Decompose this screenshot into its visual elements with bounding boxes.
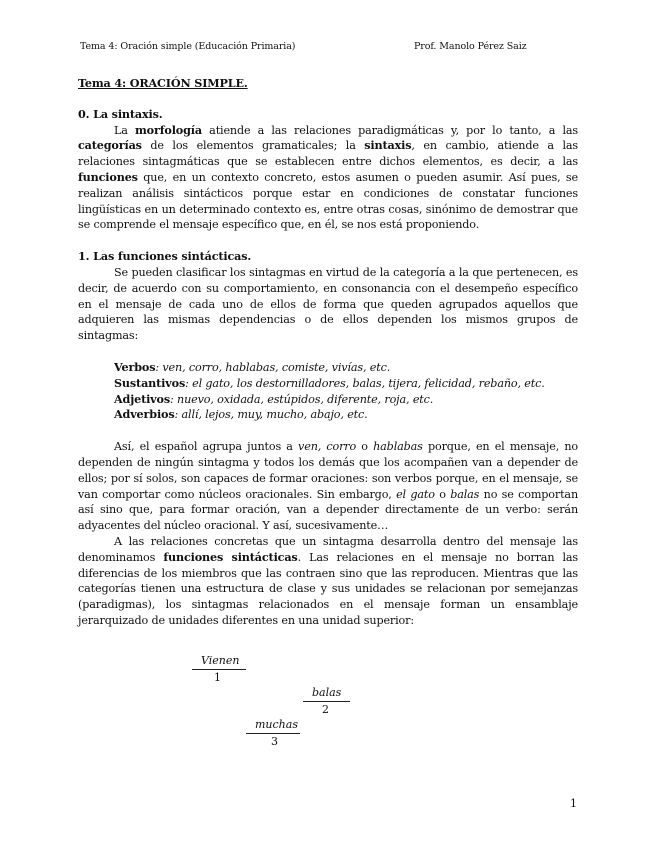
diagram-word: Vienen — [201, 654, 240, 667]
list-item: Adjetivos: nuevo, oxidada, estúpidos, diferente, roja, etc. — [114, 391, 434, 406]
header-right: Prof. Manolo Pérez Saiz — [414, 41, 527, 52]
paragraph-ejemplos: Así, el español agrupa juntos a ven, corro o hablabas porque, en el mensaje, no dependen de ningún sintagma y todos los demás que los acompañen van a depender de ellos; por sí solos, son capaces de formar oraciones: son verbos porque, en el mensaje, se van comportar como núcleos oracionales. Sin embargo, el gato o balas no se comportan así sino que, para formar oración, van a depender directamente de un verbo: serán adyacentes del núcleo oracional. Y así, sucesivamente… — [78, 440, 578, 533]
section-heading-funciones: 1. Las funciones sintácticas. — [78, 249, 252, 264]
diagram-line — [192, 669, 246, 670]
section-heading-sintaxis: 0. La sintaxis. — [78, 106, 163, 121]
diagram-number: 1 — [214, 671, 221, 684]
list-item: Adverbios: allí, lejos, muy, mucho, abajo, etc. — [114, 407, 368, 422]
page-title: Tema 4: ORACIÓN SIMPLE. — [78, 76, 248, 90]
paragraph-clasificacion: Se pueden clasificar los sintagmas en virtud de la categoría a la que pertenecen, es decir, de acuerdo con su comportamiento, en consonancia con el desempeño específico en el mensaje de cada uno de ellos de forma que queden agrupados aquellos que adquieren las mismas dependencias o de ellos dependen los mismos grupos de sintagmas: — [78, 265, 578, 343]
diagram-number: 3 — [271, 735, 278, 748]
diagram-word: balas — [312, 686, 342, 699]
list-item: Verbos: ven, corro, hablabas, comiste, vivías, etc. — [114, 359, 391, 374]
paragraph-funciones-sintacticas: A las relaciones concretas que un sintagma desarrolla dentro del mensaje las denominamos funciones sintácticas. Las relaciones en el mensaje no borran las diferencias de los miembros que las contraen sino que las reproducen. Mientras que las categorías tienen una estructura de clase y sus unidades se relacionan por semejanzas (paradigmas), los sintagmas relacionados en el mensaje forman un ensamblaje jerarquizado de unidades diferentes en una unidad superior: — [78, 534, 578, 627]
diagram-line — [303, 701, 350, 702]
header-left: Tema 4: Oración simple (Educación Primaria) — [80, 41, 296, 52]
diagram-word: muchas — [255, 718, 298, 731]
page-number: 1 — [570, 797, 577, 810]
diagram-number: 2 — [322, 703, 329, 716]
paragraph-sintaxis: La morfología atiende a las relaciones paradigmáticas y, por lo tanto, a las categorías de los elementos gramaticales; la sintaxis, en cambio, atiende a las relaciones sintagmáticas que se establecen entre dichos elementos, es decir, a las funciones que, en un contexto concreto, estos asumen o pueden asumir. Así pues, se realizan análisis sintácticos porque estar en condiciones de constatar funciones lingüísticas en un determinado contexto es, entre otras cosas, sinónimo de demostrar que se comprende el mensaje específico que, en él, se nos está proponiendo. — [78, 122, 578, 232]
diagram-line — [246, 733, 300, 734]
list-item: Sustantivos: el gato, los destornilladores, balas, tijera, felicidad, rebaño, etc. — [114, 375, 545, 390]
